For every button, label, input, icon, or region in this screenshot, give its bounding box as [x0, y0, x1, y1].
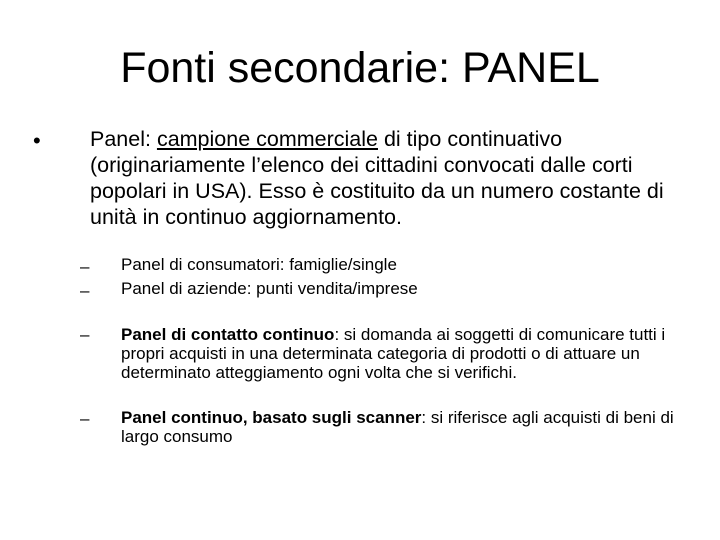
- sub-point-bold: Panel continuo, basato sugli scanner: [121, 408, 422, 427]
- slide-title: Fonti secondarie: PANEL: [120, 44, 600, 92]
- sub-point-consumatori: Panel di consumatori: famiglie/single: [121, 255, 397, 274]
- main-point-underlined: campione commerciale: [156, 127, 378, 151]
- bullet-icon: •: [33, 128, 41, 153]
- main-point: [90, 126, 700, 230]
- dash-icon: –: [80, 281, 90, 300]
- main-point-rest: di tipo continuativo (originariamente l’elenco dei cittadini convocati dalle corti popolari in USA). Esso è costituito da un numero costante di unità in continuo aggiornamento.: [90, 127, 664, 229]
- sub-point-rest: : si domanda ai soggetti di comunicare tutti i propri acquisti in una determinata categoria di prodotti o di attuare un determinato atteggiamento ogni volta che si verifichi.: [121, 325, 666, 382]
- sub-point-bold: Panel di contatto continuo: [121, 325, 335, 344]
- sub-point-scanner: [121, 408, 696, 446]
- dash-icon: –: [80, 325, 90, 344]
- sub-point-aziende: Panel di aziende: punti vendita/imprese: [121, 279, 418, 298]
- dash-icon: –: [80, 409, 90, 428]
- sub-point-contatto-continuo: [121, 325, 696, 382]
- sub-point-rest: : si riferisce agli acquisti di beni di largo consumo: [121, 408, 674, 446]
- dash-icon: –: [80, 257, 90, 276]
- main-point-lead: Panel:: [90, 127, 157, 151]
